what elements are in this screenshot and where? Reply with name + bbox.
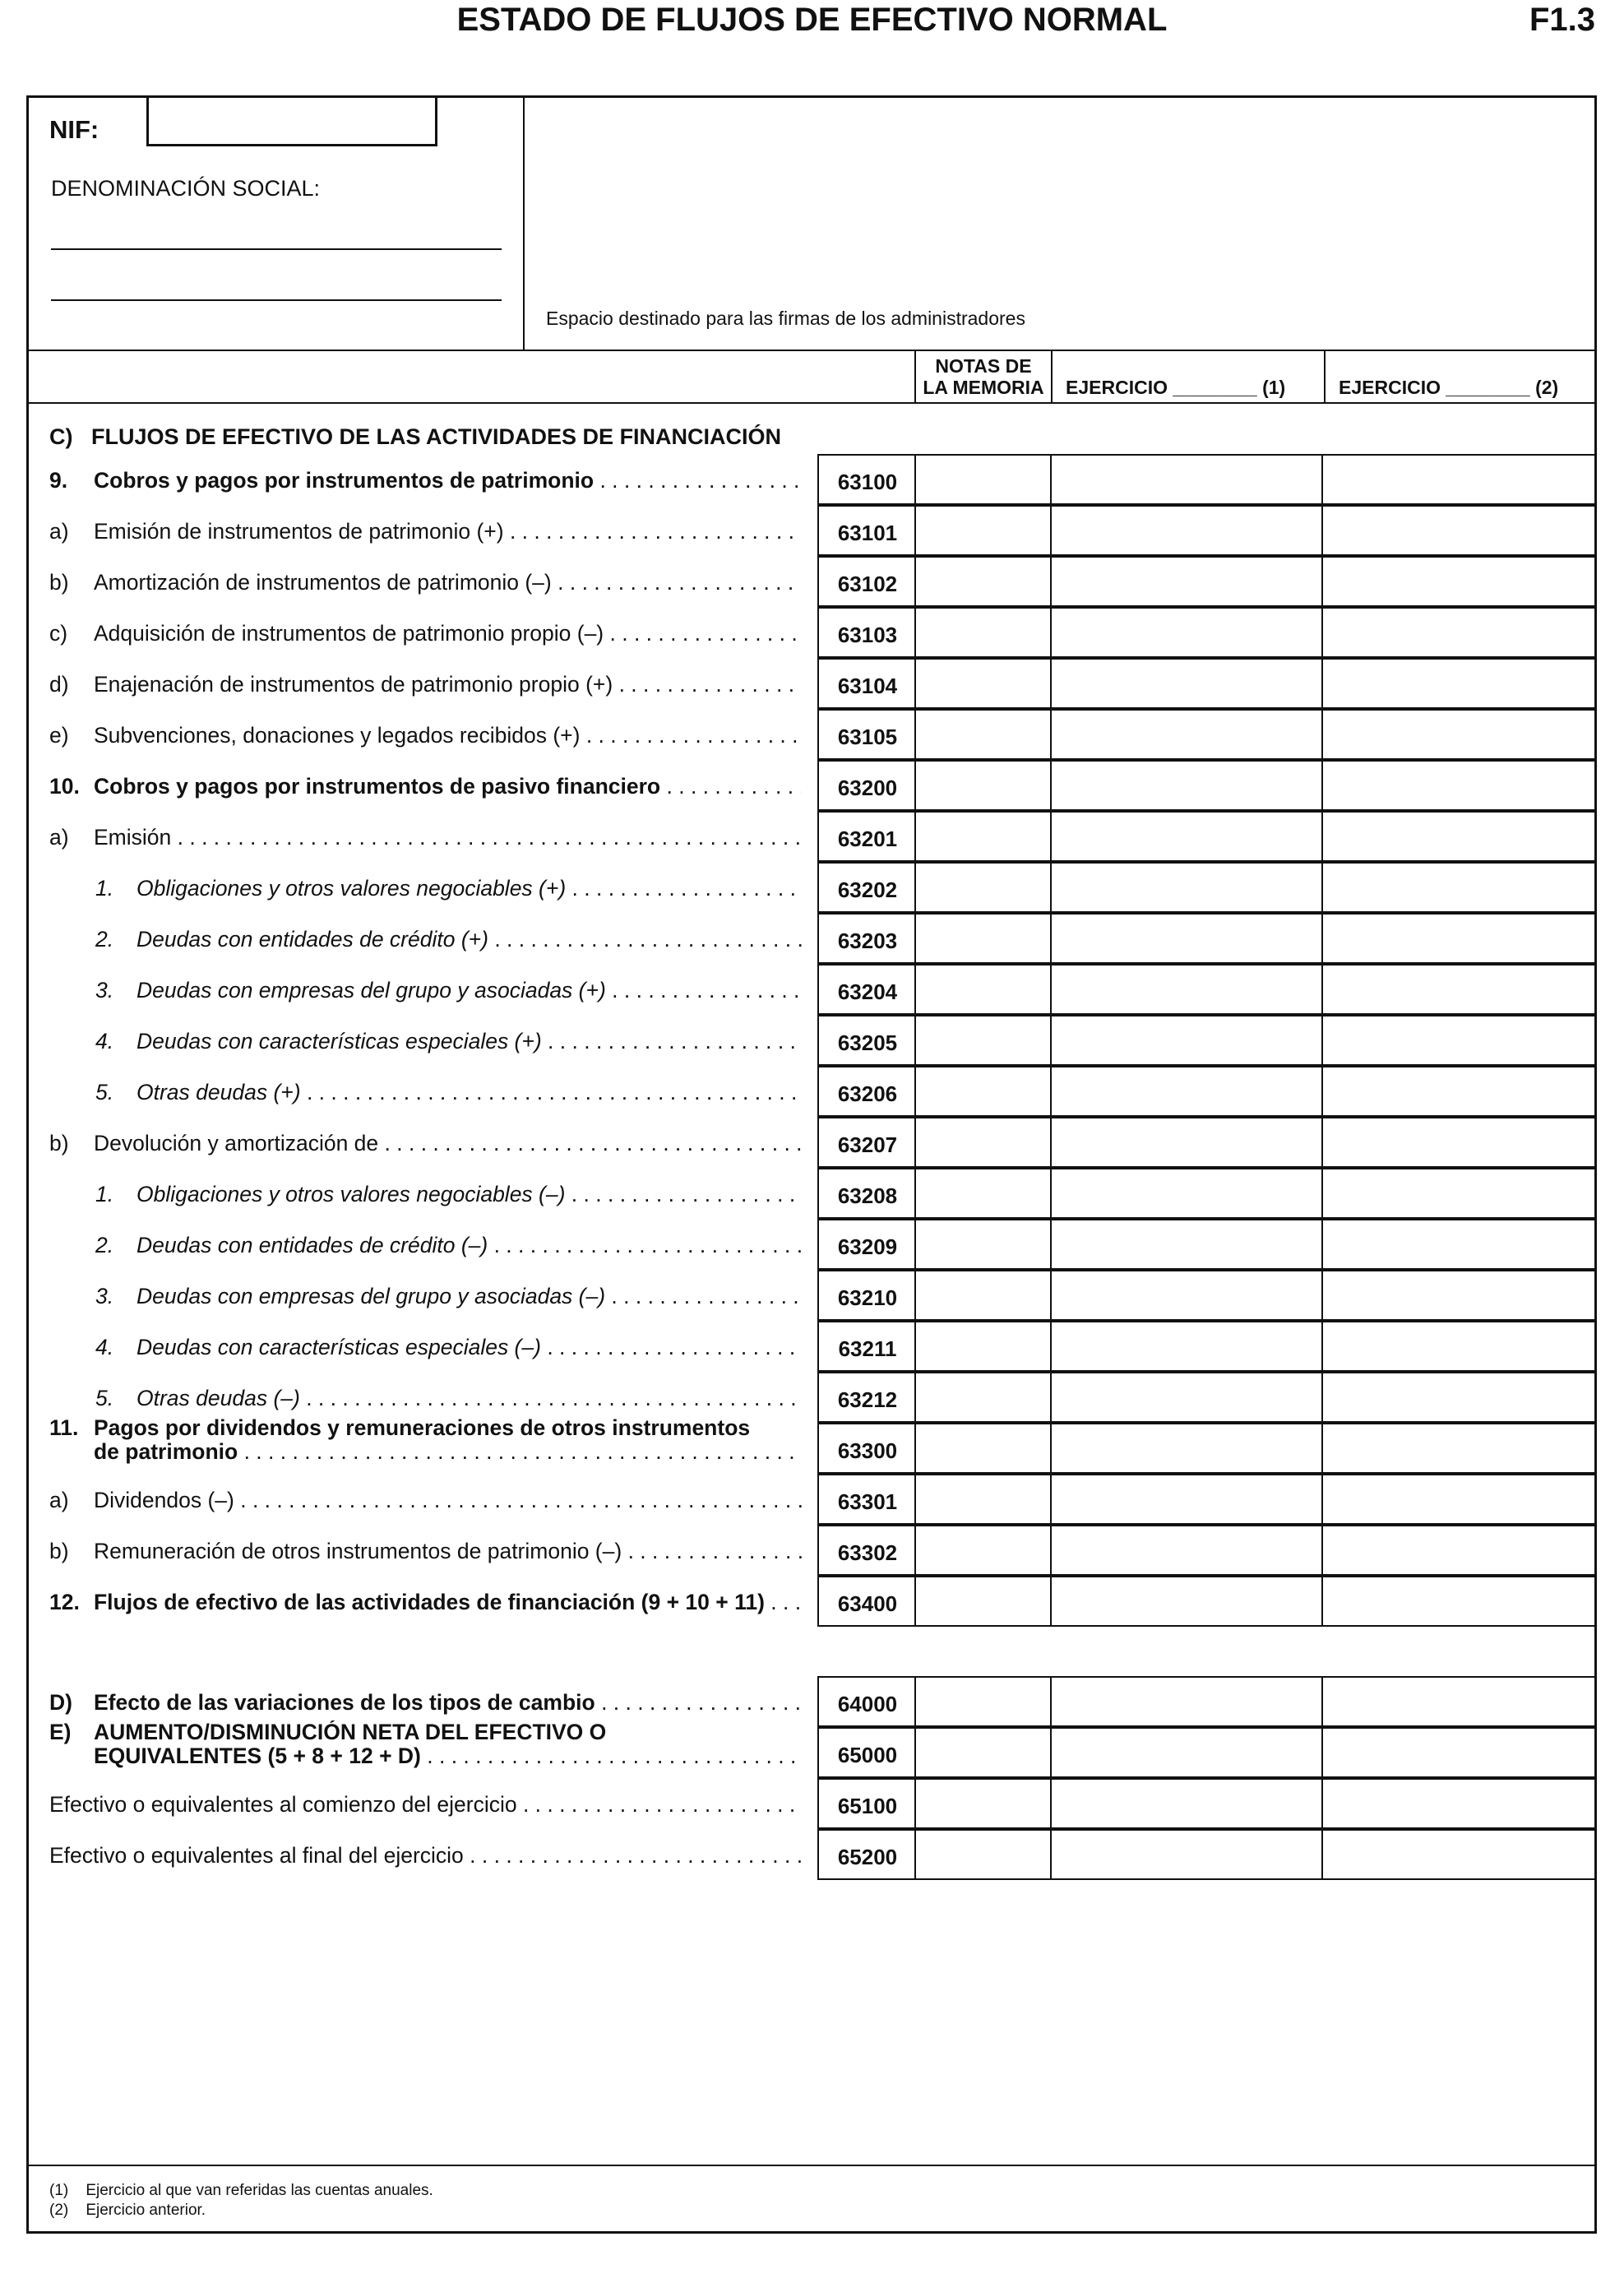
row-cells [817, 1778, 1597, 1829]
row-code: 63102 [837, 572, 898, 596]
row-code: 63209 [837, 1234, 898, 1259]
row-cells [817, 1576, 1597, 1627]
row-label: e) Subvenciones, donaciones y legados recibidos (+) . . . [49, 722, 802, 748]
row-label: 12. Flujos de efectivo de las actividades de financiación (9 + 10 + 11) . . . [49, 1589, 802, 1615]
ejercicio-1-cell[interactable] [1052, 1475, 1324, 1523]
ejercicio-2-cell[interactable] [1323, 1118, 1595, 1166]
signature-space-label: Espacio destinado para las firmas de los administradores [546, 308, 1025, 329]
row-label: 2. Deudas con entidades de crédito (+) . . . [95, 926, 802, 952]
notas-cell[interactable] [916, 1577, 1052, 1625]
row-cells [817, 556, 1597, 607]
row-label: a) Dividendos (–) . . . [49, 1487, 802, 1513]
column-header-bottom [26, 402, 1597, 404]
row-cells [817, 811, 1597, 862]
ejercicio-2-cell[interactable] [1323, 813, 1595, 860]
ejercicio-2-cell[interactable] [1323, 609, 1595, 656]
row-cells [817, 1525, 1597, 1576]
row-cells [817, 709, 1597, 760]
ejercicio-2-cell[interactable] [1323, 1220, 1595, 1268]
header-separator [26, 350, 1597, 351]
ejercicio-1-cell[interactable] [1052, 711, 1324, 758]
form-code: F1.3 [1529, 2, 1595, 38]
ejercicio-1-cell[interactable] [1052, 1016, 1324, 1064]
ejercicio-2-cell[interactable] [1323, 1526, 1595, 1574]
ejercicio-2-cell[interactable] [1323, 1780, 1595, 1827]
row-cells [817, 1676, 1597, 1727]
row-label: c) Adquisición de instrumentos de patrimonio propio (–) . . . [49, 620, 802, 646]
row-code: 63204 [837, 979, 898, 1004]
footnote-2: (2) Ejercicio anterior. [49, 2202, 206, 2219]
notas-cell[interactable] [916, 1424, 1052, 1472]
row-code: 63201 [837, 827, 898, 851]
row-code: 63100 [837, 470, 898, 494]
row-cells [817, 658, 1597, 709]
row-label: Efectivo o equivalentes al final del ejercicio . . . [49, 1842, 802, 1869]
row-code: 63300 [837, 1438, 898, 1463]
row-code: 64000 [837, 1692, 898, 1716]
row-label: 3. Deudas con empresas del grupo y asociadas (+) . . . [95, 977, 802, 1003]
notas-cell[interactable] [916, 1780, 1052, 1827]
ejercicio-1-cell[interactable] [1052, 1373, 1324, 1421]
notas-cell[interactable] [916, 1831, 1052, 1878]
ejercicio-1-cell[interactable] [1052, 1577, 1324, 1625]
row-label: D) Efecto de las variaciones de los tipos de cambio . . . [49, 1689, 802, 1716]
ejercicio-2-cell[interactable] [1323, 507, 1595, 554]
notas-cell[interactable] [916, 1016, 1052, 1064]
notas-cell[interactable] [916, 1220, 1052, 1268]
ejercicio-2-cell[interactable] [1323, 1016, 1595, 1064]
notas-cell[interactable] [916, 660, 1052, 707]
ejercicio-2-cell[interactable] [1323, 864, 1595, 911]
ejercicio-2-cell[interactable] [1323, 1271, 1595, 1319]
row-cells [817, 1321, 1597, 1372]
row-cells [817, 607, 1597, 658]
ejercicio-1-cell[interactable] [1052, 660, 1324, 707]
notas-cell[interactable] [916, 1067, 1052, 1115]
notas-cell[interactable] [916, 864, 1052, 911]
notas-memoria-header: NOTAS DE LA MEMORIA [923, 355, 1044, 398]
ejercicio-2-cell[interactable] [1323, 966, 1595, 1013]
row-label: d) Enajenación de instrumentos de patrimonio propio (+) . . . [49, 671, 802, 697]
row-cells [817, 1727, 1597, 1778]
notas-cell[interactable] [916, 1271, 1052, 1319]
denominacion-label: DENOMINACIÓN SOCIAL: [51, 176, 321, 201]
row-code: 63104 [837, 674, 898, 698]
ejercicio-2-cell[interactable] [1323, 1475, 1595, 1523]
row-code: 63212 [837, 1387, 898, 1412]
row-code: 63206 [837, 1081, 898, 1106]
ejercicio-2-cell[interactable] [1323, 1373, 1595, 1421]
row-label: Efectivo o equivalentes al comienzo del ejercicio . . . [49, 1791, 802, 1818]
row-cells [817, 1066, 1597, 1117]
row-label: 11. Pagos por dividendos y remuneraciones de otros instrumentos de patrimonio . . . [49, 1416, 802, 1464]
notas-cell[interactable] [916, 609, 1052, 656]
row-code: 63207 [837, 1132, 898, 1157]
ejercicio-1-cell[interactable] [1052, 915, 1324, 962]
ejercicio-1-cell[interactable] [1052, 1322, 1324, 1370]
ejercicio-2-cell[interactable] [1323, 1322, 1595, 1370]
ejercicio-1-cell[interactable] [1052, 1067, 1324, 1115]
row-code: 63208 [837, 1183, 898, 1208]
row-cells [817, 454, 1597, 505]
ejercicio-1-cell[interactable] [1052, 1424, 1324, 1472]
footnote-separator [26, 2165, 1597, 2166]
notas-cell[interactable] [916, 1678, 1052, 1725]
row-cells [817, 1372, 1597, 1423]
row-code: 63101 [837, 521, 898, 545]
row-code: 63301 [837, 1489, 898, 1514]
row-cells [817, 1219, 1597, 1270]
nif-input[interactable] [146, 95, 437, 146]
ejercicio-1-cell[interactable] [1052, 1678, 1324, 1725]
ejercicio-1-cell[interactable] [1052, 609, 1324, 656]
row-cells [817, 1015, 1597, 1066]
row-code: 63205 [837, 1030, 898, 1055]
column-divider [1051, 350, 1053, 403]
denominacion-line-2[interactable] [51, 299, 502, 301]
page-title: ESTADO DE FLUJOS DE EFECTIVO NORMAL [456, 2, 1168, 38]
row-label: 4. Deudas con características especiales (+) . . . [95, 1028, 802, 1054]
row-code: 63202 [837, 878, 898, 902]
section-c-title: C) FLUJOS DE EFECTIVO DE LAS ACTIVIDADES DE FINANCIACIÓN [49, 424, 782, 449]
row-code: 65100 [837, 1794, 898, 1818]
row-label: 3. Deudas con empresas del grupo y asociadas (–) . . . [95, 1283, 802, 1309]
row-label: 1. Obligaciones y otros valores negociables (–) . . . [95, 1181, 802, 1207]
ejercicio-1-cell[interactable] [1052, 1780, 1324, 1827]
row-code: 63200 [837, 776, 898, 800]
row-cells [817, 1423, 1597, 1474]
ejercicio-2-cell[interactable] [1323, 456, 1595, 503]
row-code: 63210 [837, 1285, 898, 1310]
row-cells [817, 760, 1597, 811]
ejercicio-2-cell[interactable] [1323, 1169, 1595, 1217]
row-label: 4. Deudas con características especiales (–) . . . [95, 1334, 802, 1360]
ejercicio-1-cell[interactable] [1052, 1169, 1324, 1217]
notas-cell[interactable] [916, 762, 1052, 809]
row-label: a) Emisión de instrumentos de patrimonio (+) . . . [49, 518, 802, 544]
row-cells [817, 1117, 1597, 1168]
row-cells [817, 1474, 1597, 1525]
row-label: 2. Deudas con entidades de crédito (–) . . . [95, 1232, 802, 1258]
notas-cell[interactable] [916, 1118, 1052, 1166]
ejercicio-1-cell[interactable] [1052, 1220, 1324, 1268]
notas-cell[interactable] [916, 558, 1052, 605]
denominacion-line-1[interactable] [51, 248, 502, 250]
ejercicio-2-cell[interactable] [1323, 1729, 1595, 1776]
row-code: 65200 [837, 1845, 898, 1869]
ejercicio-1-cell[interactable] [1052, 966, 1324, 1013]
row-label: b) Devolución y amortización de . . . [49, 1130, 802, 1156]
ejercicio-1-cell[interactable] [1052, 762, 1324, 809]
ejercicio-1-cell[interactable] [1052, 1526, 1324, 1574]
ejercicio-2-cell[interactable] [1323, 762, 1595, 809]
row-code: 63211 [838, 1336, 897, 1361]
notas-cell[interactable] [916, 915, 1052, 962]
ejercicio-2-cell[interactable] [1323, 1424, 1595, 1472]
notas-cell[interactable] [916, 1475, 1052, 1523]
row-label: b) Amortización de instrumentos de patrimonio (–) . . . [49, 569, 802, 595]
row-label: 5. Otras deudas (–) . . . [95, 1385, 802, 1411]
ejercicio-2-cell[interactable] [1323, 558, 1595, 605]
ejercicio-2-cell[interactable] [1323, 915, 1595, 962]
ejercicio-2-cell[interactable] [1323, 1678, 1595, 1725]
row-label: a) Emisión . . . [49, 824, 802, 850]
ejercicio-1-cell[interactable] [1052, 1729, 1324, 1776]
ejercicio-1-cell[interactable] [1052, 507, 1324, 554]
row-label: 9. Cobros y pagos por instrumentos de patrimonio . . . [49, 467, 802, 493]
row-label: E) AUMENTO/DISMINUCIÓN NETA DEL EFECTIVO O EQUIVALENTES (5 + 8 + 12 + D) . . . [49, 1720, 802, 1768]
row-cells [817, 862, 1597, 913]
notas-cell[interactable] [916, 456, 1052, 503]
notas-cell[interactable] [916, 1169, 1052, 1217]
row-cells [817, 913, 1597, 964]
row-label: 10. Cobros y pagos por instrumentos de pasivo financiero . . . [49, 773, 802, 799]
row-code: 63105 [837, 725, 898, 749]
ejercicio-2-header: EJERCICIO ________ (2) [1339, 377, 1559, 398]
ejercicio-1-cell[interactable] [1052, 558, 1324, 605]
ejercicio-2-cell[interactable] [1323, 1831, 1595, 1878]
ejercicio-1-cell[interactable] [1052, 456, 1324, 503]
column-divider [1324, 350, 1326, 403]
ejercicio-1-cell[interactable] [1052, 864, 1324, 911]
notas-cell[interactable] [916, 1526, 1052, 1574]
ejercicio-1-cell[interactable] [1052, 1118, 1324, 1166]
row-cells [817, 1168, 1597, 1219]
row-label: 1. Obligaciones y otros valores negociables (+) . . . [95, 875, 802, 901]
notas-cell[interactable] [916, 1373, 1052, 1421]
row-code: 65000 [837, 1743, 898, 1767]
ejercicio-1-cell[interactable] [1052, 1831, 1324, 1878]
ejercicio-2-cell[interactable] [1323, 711, 1595, 758]
ejercicio-2-cell[interactable] [1323, 1577, 1595, 1625]
row-code: 63203 [837, 928, 898, 953]
footnote-1: (1) Ejercicio al que van referidas las cuentas anuales. [49, 2182, 433, 2199]
row-cells [817, 505, 1597, 556]
notas-cell[interactable] [916, 1322, 1052, 1370]
row-label: b) Remuneración de otros instrumentos de patrimonio (–) . . . [49, 1538, 802, 1564]
ejercicio-2-cell[interactable] [1323, 1067, 1595, 1115]
notas-cell[interactable] [916, 813, 1052, 860]
nif-label: NIF: [49, 115, 99, 144]
row-code: 63103 [837, 623, 898, 647]
notas-cell[interactable] [916, 966, 1052, 1013]
notas-cell[interactable] [916, 1729, 1052, 1776]
ejercicio-1-header: EJERCICIO ________ (1) [1066, 377, 1286, 398]
row-code: 63302 [837, 1540, 898, 1565]
ejercicio-1-cell[interactable] [1052, 813, 1324, 860]
row-cells [817, 1829, 1597, 1880]
row-code: 63400 [837, 1591, 898, 1616]
row-label: 5. Otras deudas (+) . . . [95, 1079, 802, 1105]
row-cells [817, 1270, 1597, 1321]
ejercicio-1-cell[interactable] [1052, 1271, 1324, 1319]
notas-cell[interactable] [916, 711, 1052, 758]
ejercicio-2-cell[interactable] [1323, 660, 1595, 707]
row-cells [817, 964, 1597, 1015]
notas-cell[interactable] [916, 507, 1052, 554]
identification-divider [523, 95, 525, 350]
